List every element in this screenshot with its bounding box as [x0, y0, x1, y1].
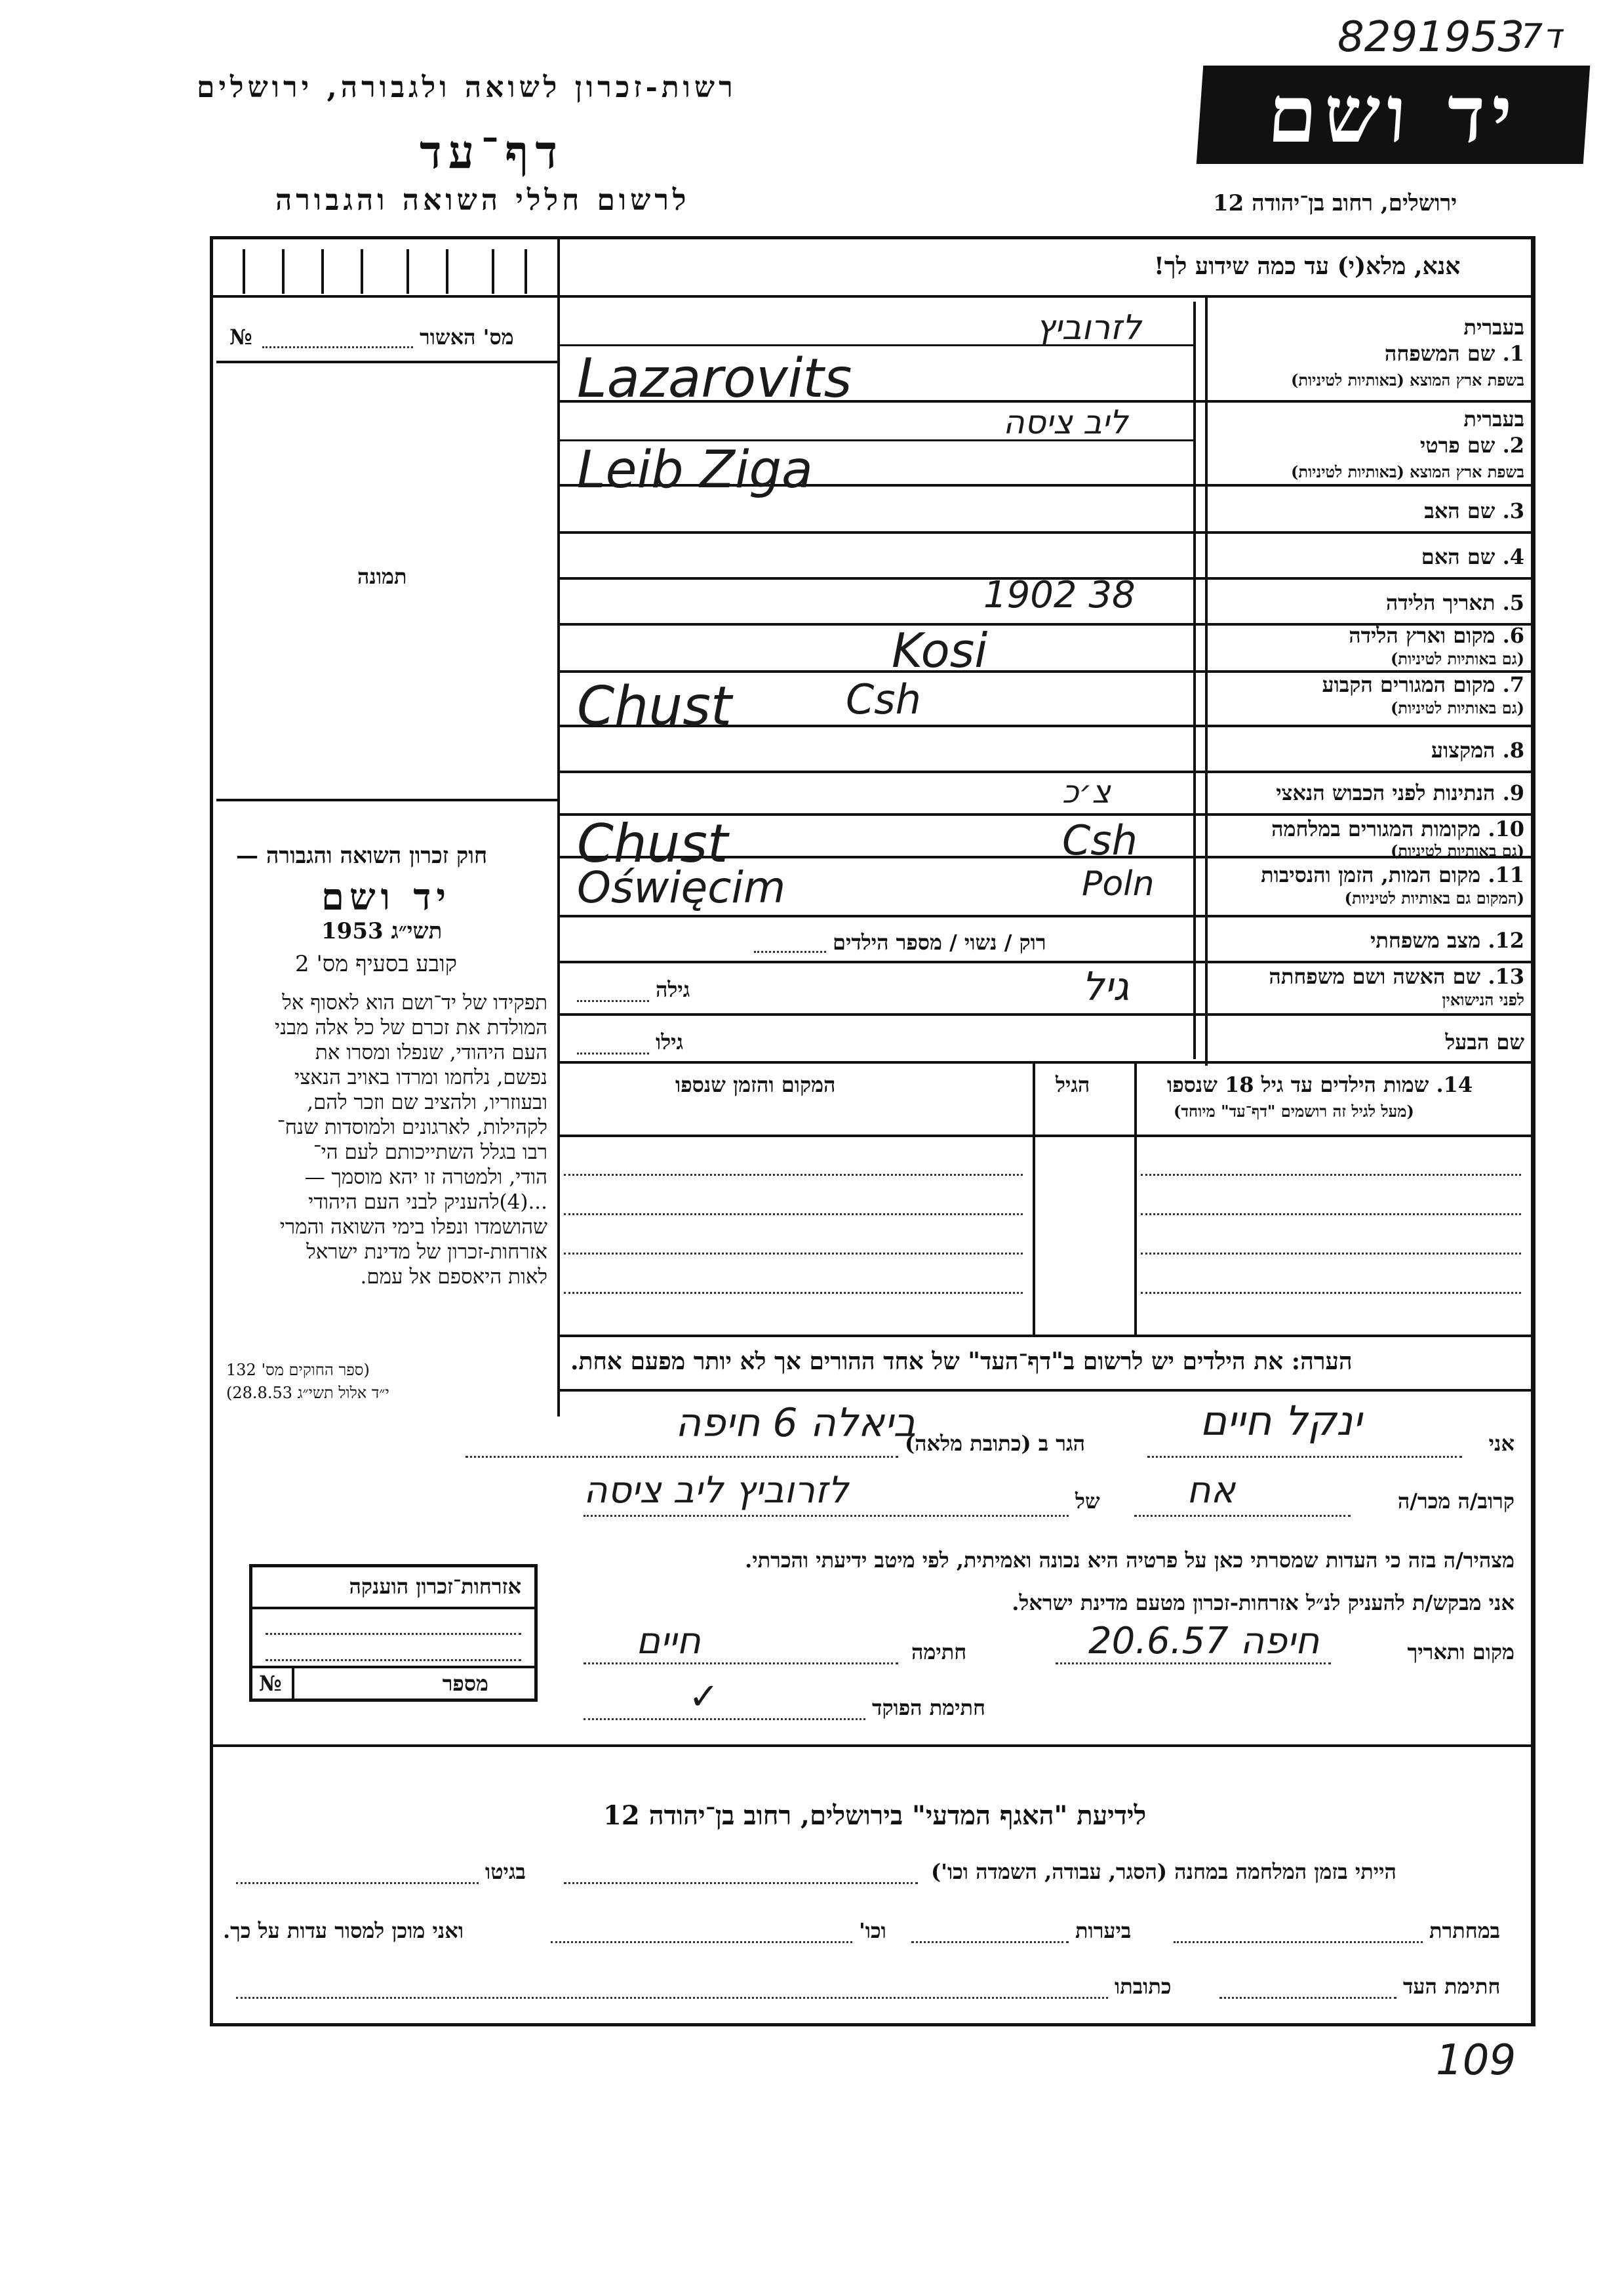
law-text-line: תפקידו של יד־ושם הוא לאסוף אל: [282, 991, 547, 1015]
field-4-number: 4.: [1502, 544, 1524, 569]
law-text-line: ...(4)להעניק לבני העם היהודי: [308, 1190, 547, 1214]
hand-signature: חיים: [636, 1620, 701, 1662]
field-12-number: 12.: [1488, 928, 1524, 953]
law-text-line: שהושמדו ונפלו בימי השואה והמרי: [279, 1215, 547, 1239]
field-1-text: שם המשפחה: [1384, 341, 1495, 366]
law-text-line: לאות היאספם אל עמם.: [360, 1265, 547, 1289]
intro-text: אנא, מלא(י) עד כמה שידוע לך!: [1154, 252, 1461, 280]
declarant-label: אני: [1488, 1431, 1515, 1456]
law-text-line: הודי, ולמטרה זו יהא מוסמך —: [304, 1165, 547, 1189]
hand-firstname-he: ליב ציסה: [1003, 403, 1128, 441]
field-11-text: מקום המות, הזמן והנסיבות: [1261, 862, 1481, 887]
photo-label: תמונה: [357, 564, 407, 589]
field-3-number: 3.: [1502, 498, 1524, 523]
office-use-cells: [216, 243, 557, 294]
field-11-label: [1261, 862, 1524, 887]
field-6-sub: (גם באותיות לטיניות): [1390, 649, 1524, 668]
field-11-sub: (המקום גם באותיות לטיניות): [1344, 889, 1524, 908]
field-8-text: המקצוע: [1431, 738, 1495, 763]
field-12-label: [1370, 928, 1524, 953]
field-labels: [1210, 302, 1524, 1056]
law-clause: קובע בסעיף מס' 2: [295, 951, 457, 977]
approval-no-label: מס' האשור: [420, 325, 514, 350]
children-col-names: [1167, 1072, 1473, 1097]
hand-death-country: Poln: [1082, 864, 1155, 904]
field-1-sub-he: בעברית: [1463, 315, 1524, 340]
law-text-line: אזרחות-זכרון של מדינת ישראל: [306, 1240, 547, 1264]
residence-label: הגר ב (כתובת מלאה): [905, 1431, 1085, 1456]
field-1-sub: בשפת ארץ המוצא (באותיות לטיניות): [1291, 371, 1524, 390]
hand-nationality: צ׳כ: [1062, 774, 1111, 811]
hand-birthdate: 1902 38: [983, 574, 1136, 616]
hand-war-residence-country: Csh: [1062, 816, 1138, 864]
field-10-label: [1271, 816, 1524, 841]
footer-etc-label: וכו': [859, 1918, 886, 1943]
footer-to-line: לידיעת "האגף המדעי" בירושלים, רחוב בן־יהודה 12: [603, 1800, 1147, 1831]
hand-birthplace: Kosi: [892, 623, 988, 678]
children-note: הערה: את הילדים יש לרשום ב"דף־העד" של אחד ההורים אך לא יותר מפעם אחת.: [570, 1348, 1353, 1375]
law-text-line: נפשם, נלחמו ומרדו באויב הנאצי: [294, 1066, 547, 1089]
footer-witness-signature-label: חתימת העד: [1403, 1974, 1501, 1999]
field-5-number: 5.: [1502, 590, 1524, 615]
law-source: (ספר החוקים מס' 132: [226, 1361, 370, 1379]
children-rows: [564, 1141, 1524, 1331]
field-7-text: מקום המגורים הקבוע: [1322, 672, 1495, 697]
field-12-text: מצב משפחתי: [1370, 928, 1481, 953]
wife-age-label: גילה: [656, 977, 690, 1002]
law-text: [220, 990, 547, 1289]
yad-vashem-logo: [1197, 66, 1590, 164]
children-col-names-text: שמות הילדים עד גיל 18 שנספו: [1167, 1072, 1429, 1097]
footer-address-label: כתובתו: [1115, 1974, 1172, 1999]
field-3-label: [1424, 498, 1524, 523]
hand-residence-address: ביאלה 6 חיפה: [675, 1400, 917, 1446]
field-9-number: 9.: [1502, 780, 1524, 805]
children-number: 14.: [1436, 1072, 1473, 1097]
hand-place-date: חיפה 20.6.57: [1088, 1620, 1320, 1662]
field-13-sub: לפני הנישואין: [1442, 990, 1524, 1009]
page-number: 109: [1436, 2036, 1516, 2085]
law-text-line: המולדת את זכרם של כל אלה מבני: [274, 1016, 547, 1039]
hand-declarant: ינקל חיים: [1200, 1397, 1362, 1445]
field-7-sub: (גם באותיות לטיניות): [1390, 698, 1524, 717]
hand-surname-latin: Lazarovits: [577, 348, 852, 410]
officer-signature-mark: ✓: [688, 1676, 719, 1718]
field-10-text: מקומות המגורים במלחמה: [1271, 816, 1481, 841]
footer-willing-label: ואני מוכן למסור עדות על כך.: [223, 1918, 464, 1943]
field-13-text: שם האשה ושם משפחתה: [1269, 964, 1481, 989]
field-6-label: [1349, 623, 1524, 648]
statement: מצהיר/ה בזה כי העדות שמסרתי כאן על פרטיה היא נכונה ואמיתית, לפי מיטב ידיעתי והכרתי.: [745, 1548, 1515, 1573]
field-9-text: הנתינות לפני הכבוש הנאצי: [1276, 780, 1495, 805]
officer-signature-label: חתימת הפוקד: [872, 1695, 985, 1720]
hand-surname-he: לזרוביץ: [1036, 308, 1141, 348]
approval-no-symbol: №: [229, 325, 252, 350]
of-label: של: [1075, 1489, 1100, 1514]
hand-firstname-latin: Leib Ziga: [577, 441, 813, 500]
law-year: תשי״ג 1953: [321, 918, 443, 944]
field-13-label: [1269, 964, 1524, 989]
field-5-text: תאריך הלידה: [1385, 590, 1495, 615]
footer-underground-label: במחתרת: [1429, 1918, 1501, 1943]
field-2-number: 2.: [1502, 433, 1524, 458]
field-2-sub-he: בעברית: [1463, 407, 1524, 432]
field-8-number: 8.: [1502, 738, 1524, 763]
husband-age-label: גילו: [656, 1030, 684, 1055]
hand-residence-country: Csh: [846, 675, 921, 723]
hand-death-place: Oświęcim: [577, 862, 786, 913]
husband-name-label: שם הבעל: [1445, 1030, 1524, 1055]
law-name: יד ושם: [321, 875, 452, 919]
hand-wife: גיל: [1082, 964, 1130, 1010]
hand-relation: אח: [1187, 1469, 1236, 1512]
field-11-number: 11.: [1488, 862, 1524, 887]
law-title: חוק זכרון השואה והגבורה —: [236, 843, 488, 869]
field-6-number: 6.: [1502, 623, 1524, 648]
field-9-label: [1276, 780, 1524, 805]
field-8-label: [1431, 738, 1524, 763]
logo-text: יד ושם: [1265, 68, 1522, 161]
request: אני מבקש/ת להעניק לנ״ל אזרחות-זכרון מטעם מדינת ישראל.: [1012, 1590, 1515, 1615]
citizenship-box: [249, 1564, 538, 1702]
footer-forests-label: ביערות: [1075, 1918, 1132, 1943]
address: ירושלים, רחוב בן־יהודה 12: [1213, 190, 1457, 216]
hand-residence: Chust: [577, 675, 732, 738]
hand-deceased-name: לזרוביץ ליב ציסה: [584, 1469, 849, 1512]
archive-number: 8291953: [1337, 13, 1525, 62]
law-text-line: העם היהודי, שנפלו ומסרו את: [315, 1041, 547, 1064]
footer-ghetto-label: בגיטו: [485, 1859, 526, 1884]
photo-box: [223, 367, 551, 794]
law-text-line: לקהילות, לארגונים ולמוסדות שנח־: [277, 1115, 547, 1139]
field-10-sub: (גם באותיות לטיניות): [1390, 841, 1524, 860]
field-2-text: שם פרטי: [1419, 433, 1495, 458]
field-4-label: [1421, 544, 1524, 569]
law-date: י״ד אלול תשי״ג 28.8.53): [226, 1384, 389, 1402]
field-5-label: [1386, 590, 1524, 615]
field-7-number: 7.: [1502, 672, 1524, 697]
relation-label: קרוב/ה מכר/ה: [1397, 1489, 1515, 1514]
children-col-names-sub: (מעל לגיל זה רושמים "דף־עד" מיוחד): [1174, 1102, 1414, 1121]
field-1-number: 1.: [1502, 341, 1524, 366]
children-col-age: הגיל: [1056, 1072, 1090, 1097]
field-6-text: מקום וארץ הלידה: [1349, 623, 1495, 648]
children-col-place: המקום והזמן שנספו: [675, 1072, 836, 1097]
signature-label: חתימה: [911, 1639, 967, 1664]
form-title: דף־עד: [420, 125, 564, 179]
place-date-label: מקום ותאריך: [1407, 1639, 1515, 1664]
field-10-number: 10.: [1488, 816, 1524, 841]
footer-camp-label: הייתי בזמן המלחמה במחנה (הסגר, עבודה, השמדה וכו'): [931, 1859, 1396, 1884]
citizenship-no-symbol: №: [259, 1671, 282, 1696]
form-subtitle: לרשום חללי השואה והגבורה: [275, 184, 690, 217]
field-1-label: [1385, 341, 1524, 366]
field-2-sub: בשפת ארץ המוצא (באותיות לטיניות): [1291, 462, 1524, 481]
field-7-label: [1322, 672, 1524, 697]
authority-line: רשות-זכרון לשואה ולגבורה, ירושלים: [197, 71, 737, 104]
law-text-line: ובעוזריו, ולהציב שם וזכר להם,: [307, 1091, 547, 1114]
citizenship-box-title: אזרחות־זכרון הוענקה: [349, 1574, 521, 1599]
hand-war-residence: Chust: [577, 813, 728, 874]
field-2-label: [1420, 433, 1524, 458]
citizenship-no-label: מספר: [442, 1671, 488, 1696]
law-text-line: רבו בגלל השתייכותם לעם הי־: [313, 1140, 547, 1164]
field-3-text: שם האב: [1424, 498, 1495, 523]
archive-suffix: 7ד: [1521, 17, 1562, 56]
marital-status-options: רוק / נשוי / מספר הילדים: [833, 930, 1046, 955]
field-13-number: 13.: [1488, 964, 1524, 989]
field-4-text: שם האם: [1421, 544, 1495, 569]
